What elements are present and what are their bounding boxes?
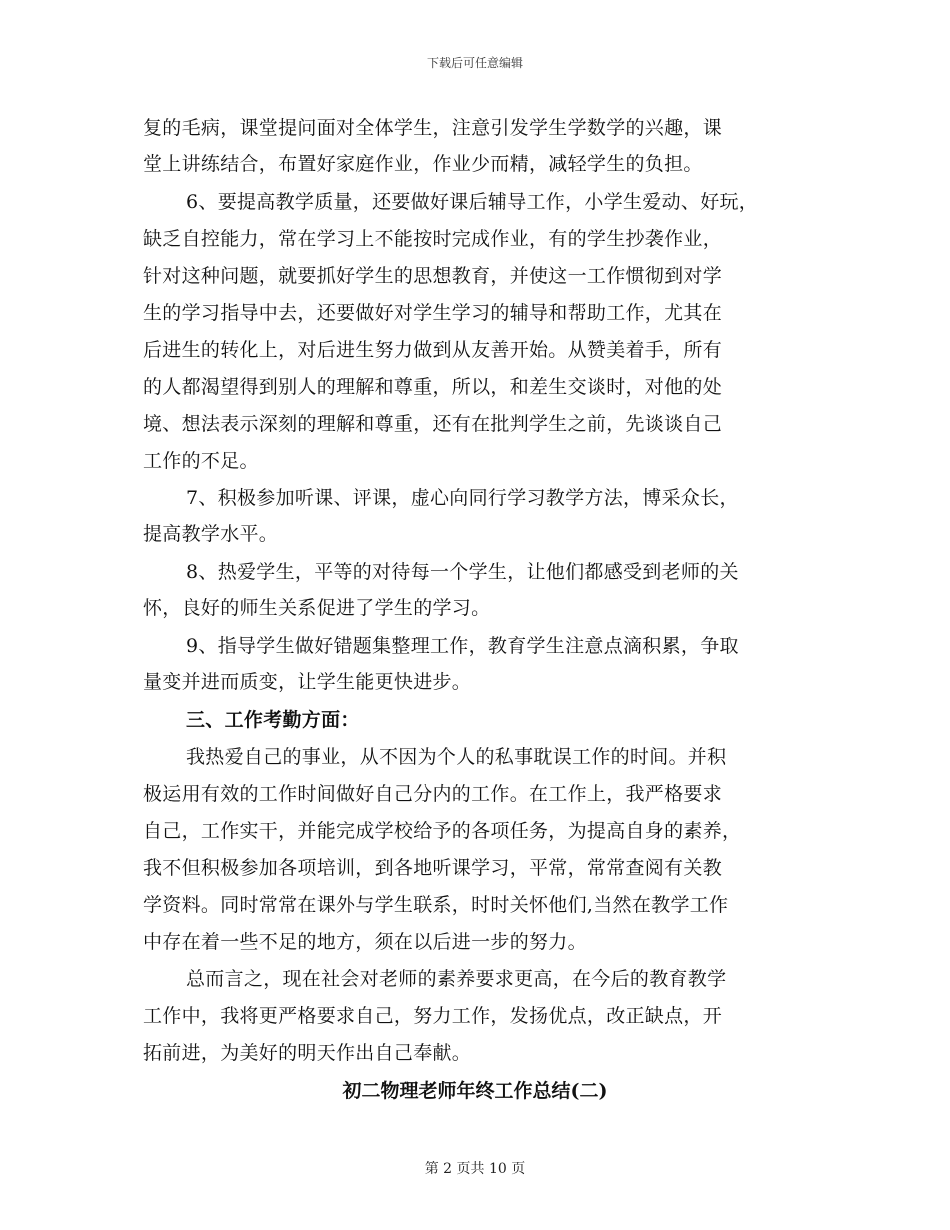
paragraph-line: 量变并进而质变，让学生能更快进步。 bbox=[143, 671, 472, 693]
paragraph-line: 怀，良好的师生关系促进了学生的学习。 bbox=[143, 597, 491, 619]
paragraph-line: 工作的不足。 bbox=[143, 450, 259, 472]
paragraph-line: 9、指导学生做好错题集整理工作，教育学生注意点滴积累，争取 bbox=[186, 635, 739, 657]
paragraph-line: 中存在着一些不足的地方，须在以后进一步的努力。 bbox=[143, 931, 587, 953]
section-heading: 三、工作考勤方面： bbox=[186, 709, 360, 731]
paragraph-line: 生的学习指导中去，还要做好对学生学习的辅导和帮助工作，尤其在 bbox=[143, 302, 723, 324]
page-header: 下载后可任意编辑 bbox=[426, 56, 523, 70]
paragraph-line: 我不但积极参加各项培训，到各地听课学习，平常，常常查阅有关教 bbox=[143, 857, 723, 879]
paragraph-line: 8、热爱学生，平等的对待每一个学生，让他们都感受到老师的关 bbox=[186, 561, 739, 583]
page-footer: 第 2 页共 10 页 bbox=[424, 1161, 526, 1177]
paragraph-line: 缺乏自控能力，常在学习上不能按时完成作业，有的学生抄袭作业， bbox=[143, 228, 723, 250]
paragraph-line: 7、积极参加听课、评课，虚心向同行学习教学方法，博采众长， bbox=[186, 487, 739, 509]
paragraph-line: 拓前进，为美好的明天作出自己奉献。 bbox=[143, 1042, 472, 1064]
paragraph-line: 境、想法表示深刻的理解和尊重，还有在批判学生之前，先谈谈自己 bbox=[143, 413, 723, 435]
paragraph-line: 极运用有效的工作时间做好自己分内的工作。在工作上，我严格要求 bbox=[143, 783, 723, 805]
paragraph-line: 6、要提高教学质量，还要做好课后辅导工作，小学生爱动、好玩， bbox=[186, 191, 759, 213]
paragraph-line: 堂上讲练结合，布置好家庭作业，作业少而精，减轻学生的负担。 bbox=[143, 153, 703, 175]
paragraph-line: 提高教学水平。 bbox=[143, 523, 279, 545]
paragraph-line: 后进生的转化上，对后进生努力做到从友善开始。从赞美着手，所有 bbox=[143, 339, 723, 361]
paragraph-line: 学资料。同时常常在课外与学生联系，时时关怀他们,当然在教学工作 bbox=[143, 894, 729, 916]
paragraph-line: 针对这种问题，就要抓好学生的思想教育，并使这一工作惯彻到对学 bbox=[143, 265, 723, 287]
paragraph-line: 自己，工作实干，并能完成学校给予的各项任务，为提高自身的素养， bbox=[143, 820, 742, 842]
paragraph-line: 我热爱自己的事业，从不因为个人的私事耽误工作的时间。并积 bbox=[186, 746, 727, 768]
document-title: 初二物理老师年终工作总结(二) bbox=[342, 1080, 608, 1102]
paragraph-line: 的人都渴望得到别人的理解和尊重，所以，和差生交谈时，对他的处 bbox=[143, 376, 723, 398]
paragraph-line: 复的毛病，课堂提问面对全体学生，注意引发学生学数学的兴趣，课 bbox=[143, 117, 723, 139]
paragraph-line: 总而言之，现在社会对老师的素养要求更高，在今后的教育教学 bbox=[186, 968, 727, 990]
paragraph-line: 工作中，我将更严格要求自己，努力工作，发扬优点，改正缺点，开 bbox=[143, 1005, 723, 1027]
